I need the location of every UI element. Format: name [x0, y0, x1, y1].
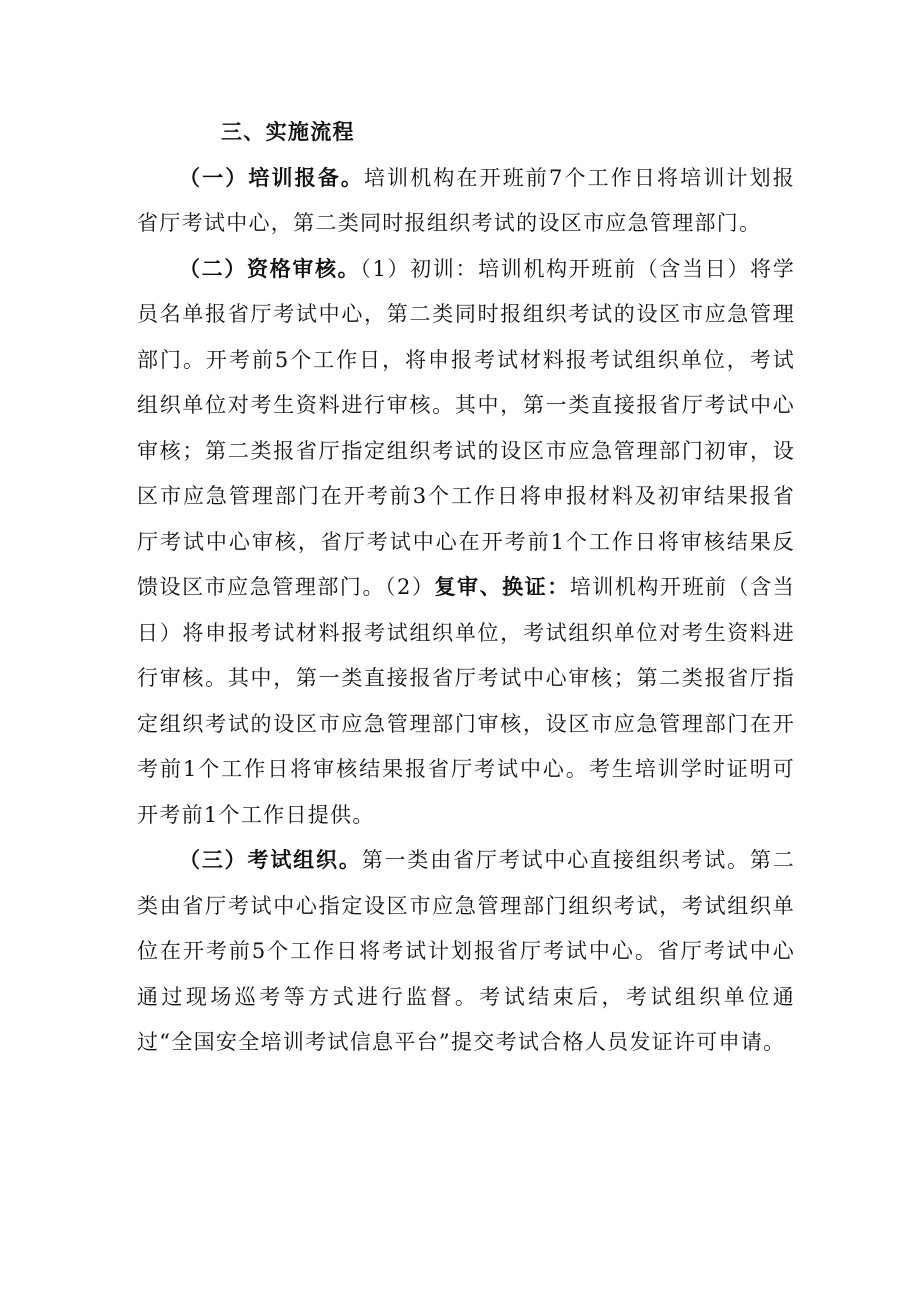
section-heading: 三、实施流程: [221, 120, 355, 144]
paragraph-text-renewal: 培训机构开班前（含当日）将申报考试材料报考试组织单位，考试组织单位对考生资料进行审核。其中，第一类直接报省厅考试中心审核；第二类报省厅指定组织考试的设区市应急管理部门审核，设区市应急管理部门在开考前1个工作日将审核结果报省厅考试中心。考生培训学时证明可开考前1个工作日提供。: [137, 575, 795, 827]
paragraph-text-initial-training: （1）初训：培训机构开班前（含当日）将学员名单报省厅考试中心，第二类同时报组织考试的设区市应急管理部门。开考前5个工作日，将申报考试材料报考试组织单位，考试组织单位对考生资料进行审核。其中，第一类直接报省厅考试中心审核；第二类报省厅指定组织考试的设区市应急管理部门初审，设区市应急管理部门在开考前3个工作日将申报材料及初审结果报省厅考试中心审核，省厅考试中心在开考前1个工作日将审核结果反馈设区市应急管理部门。（2）: [137, 256, 796, 599]
paragraph-heading-qualification-review: （二）资格审核。: [179, 256, 361, 281]
document-body: [137, 110, 795, 1066]
paragraph-text-exam-organization: 第一类由省厅考试中心直接组织考试。第二类由省厅考试中心指定设区市应急管理部门组织考试，考试组织单位在开考前5个工作日将考试计划报省厅考试中心。省厅考试中心通过现场巡考等方式进行监督。考试结束后，考试组织单位通过“全国安全培训考试信息平台”提交考试合格人员发证许可申请。: [137, 848, 796, 1054]
paragraph-qualification-review: [137, 247, 795, 839]
subheading-renewal: 复审、换证：: [434, 575, 570, 599]
paragraph-training-report: [137, 156, 795, 247]
paragraph-text-training-report: 培训机构在开班前7个工作日将培训计划报省厅考试中心，第二类同时报组织考试的设区市应急管理部门。: [137, 165, 795, 235]
paragraph-heading-training-report: （一）培训报备。: [179, 165, 365, 190]
paragraph-exam-organization: [137, 838, 795, 1066]
paragraph-heading-exam-organization: （三）考试组织。: [179, 848, 362, 872]
